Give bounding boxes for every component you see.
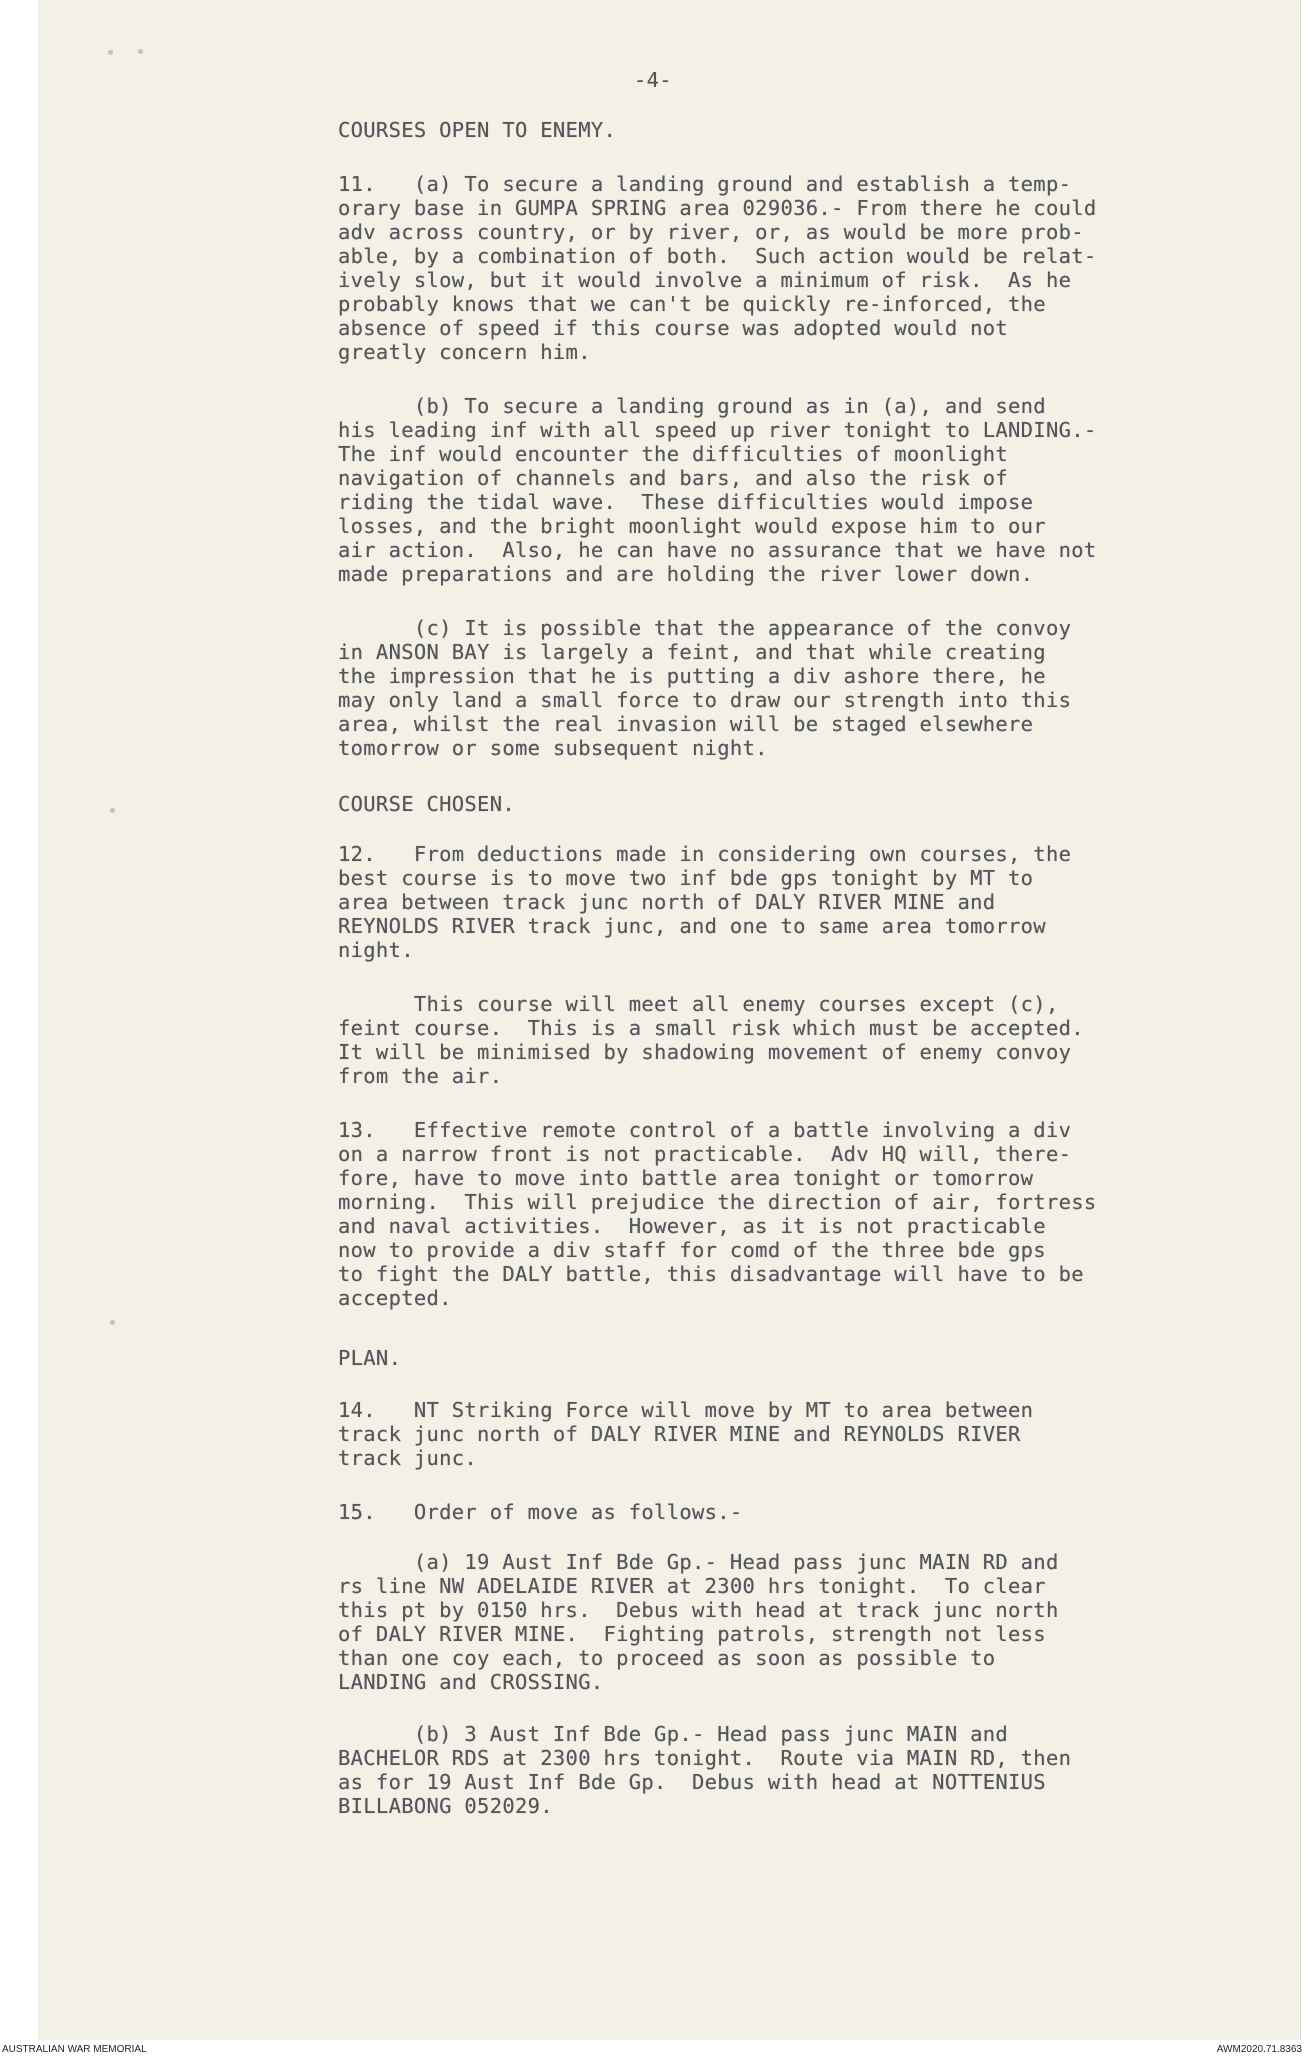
para-11b-line: losses, and the bright moonlight would expose him to our: [338, 514, 1046, 538]
para-13-line: to fight the DALY battle, this disadvantage will have to be: [338, 1262, 1084, 1286]
para-15b-line: (b) 3 Aust Inf Bde Gp.- Head pass junc MAIN and: [338, 1722, 1009, 1746]
para-15b-line: BILLABONG 052029.: [338, 1794, 553, 1818]
para-13-line: now to provide a div staff for comd of the three bde gps: [338, 1238, 1046, 1262]
para-11b-line: The inf would encounter the difficulties of moonlight: [338, 442, 1009, 466]
para-12-line: 12. From deductions made in considering own courses, the: [338, 842, 1072, 866]
para-13-line: on a narrow front is not practicable. Adv HQ will, there-: [338, 1142, 1072, 1166]
para-11c-line: the impression that he is putting a div ashore there, he: [338, 664, 1046, 688]
para-13-line: accepted.: [338, 1286, 452, 1310]
para-14-line: track junc north of DALY RIVER MINE and REYNOLDS RIVER: [338, 1422, 1021, 1446]
para-11a-line: 11. (a) To secure a landing ground and establish a temp-: [338, 172, 1072, 196]
para-15a-line: of DALY RIVER MINE. Fighting patrols, strength not less: [338, 1622, 1046, 1646]
para-11a-line: absence of speed if this course was adopted would not: [338, 316, 1009, 340]
para-12-line: best course is to move two inf bde gps tonight by MT to: [338, 866, 1034, 890]
para-15a-line: than one coy each, to proceed as soon as possible to: [338, 1646, 996, 1670]
para-12b-line: This course will meet all enemy courses except (c),: [338, 992, 1059, 1016]
para-13-line: fore, have to move into battle area tonight or tomorrow: [338, 1166, 1034, 1190]
para-15a-line: rs line NW ADELAIDE RIVER at 2300 hrs tonight. To clear: [338, 1574, 1046, 1598]
para-12-line: REYNOLDS RIVER track junc, and one to same area tomorrow: [338, 914, 1046, 938]
para-11a-line: able, by a combination of both. Such action would be relat-: [338, 244, 1097, 268]
para-15a-line: LANDING and CROSSING.: [338, 1670, 604, 1694]
footer-accession-number: AWM2020.71.8363: [1216, 2044, 1302, 2055]
para-11a-line: ively slow, but it would involve a minimum of risk. As he: [338, 268, 1072, 292]
para-11c-line: (c) It is possible that the appearance of the convoy: [338, 616, 1072, 640]
para-12-line: night.: [338, 938, 414, 962]
para-14-line: track junc.: [338, 1446, 478, 1470]
para-11b-line: his leading inf with all speed up river tonight to LANDING.-: [338, 418, 1097, 442]
para-15a-line: this pt by 0150 hrs. Debus with head at track junc north: [338, 1598, 1059, 1622]
para-13-line: morning. This will prejudice the direction of air, fortress: [338, 1190, 1097, 1214]
page-number: -4-: [634, 68, 672, 92]
para-11b-line: air action. Also, he can have no assurance that we have not: [338, 538, 1097, 562]
para-11b-line: made preparations and are holding the river lower down.: [338, 562, 1034, 586]
para-11b-line: navigation of channels and bars, and also the risk of: [338, 466, 1009, 490]
para-12-line: area between track junc north of DALY RIVER MINE and: [338, 890, 996, 914]
para-11b-line: riding the tidal wave. These difficulties would impose: [338, 490, 1034, 514]
para-11c-line: area, whilst the real invasion will be staged elsewhere: [338, 712, 1034, 736]
para-14-line: 14. NT Striking Force will move by MT to area between: [338, 1398, 1034, 1422]
para-12b-line: It will be minimised by shadowing movement of enemy convoy: [338, 1040, 1072, 1064]
plan-heading: PLAN.: [338, 1346, 402, 1370]
para-15-line: 15. Order of move as follows.-: [338, 1500, 743, 1524]
para-15b-line: as for 19 Aust Inf Bde Gp. Debus with head at NOTTENIUS: [338, 1770, 1046, 1794]
para-11a-line: greatly concern him.: [338, 340, 591, 364]
course-chosen-heading: COURSE CHOSEN.: [338, 792, 515, 816]
para-13-line: 13. Effective remote control of a battle involving a div: [338, 1118, 1072, 1142]
para-11b-line: (b) To secure a landing ground as in (a), and send: [338, 394, 1046, 418]
para-11a-line: orary base in GUMPA SPRING area 029036.- From there he could: [338, 196, 1097, 220]
para-11c-line: may only land a small force to draw our strength into this: [338, 688, 1072, 712]
para-15b-line: BACHELOR RDS at 2300 hrs tonight. Route via MAIN RD, then: [338, 1746, 1072, 1770]
para-12b-line: feint course. This is a small risk which must be accepted.: [338, 1016, 1084, 1040]
para-13-line: and naval activities. However, as it is not practicable: [338, 1214, 1046, 1238]
para-12b-line: from the air.: [338, 1064, 503, 1088]
courses-heading: COURSES OPEN TO ENEMY.: [338, 118, 617, 142]
para-11c-line: in ANSON BAY is largely a feint, and that while creating: [338, 640, 1046, 664]
para-11a-line: probably knows that we can't be quickly re-inforced, the: [338, 292, 1046, 316]
para-11a-line: adv across country, or by river, or, as would be more prob-: [338, 220, 1084, 244]
footer-credit: AUSTRALIAN WAR MEMORIAL: [2, 2044, 147, 2055]
para-15a-line: (a) 19 Aust Inf Bde Gp.- Head pass junc MAIN RD and: [338, 1550, 1059, 1574]
para-11c-line: tomorrow or some subsequent night.: [338, 736, 768, 760]
